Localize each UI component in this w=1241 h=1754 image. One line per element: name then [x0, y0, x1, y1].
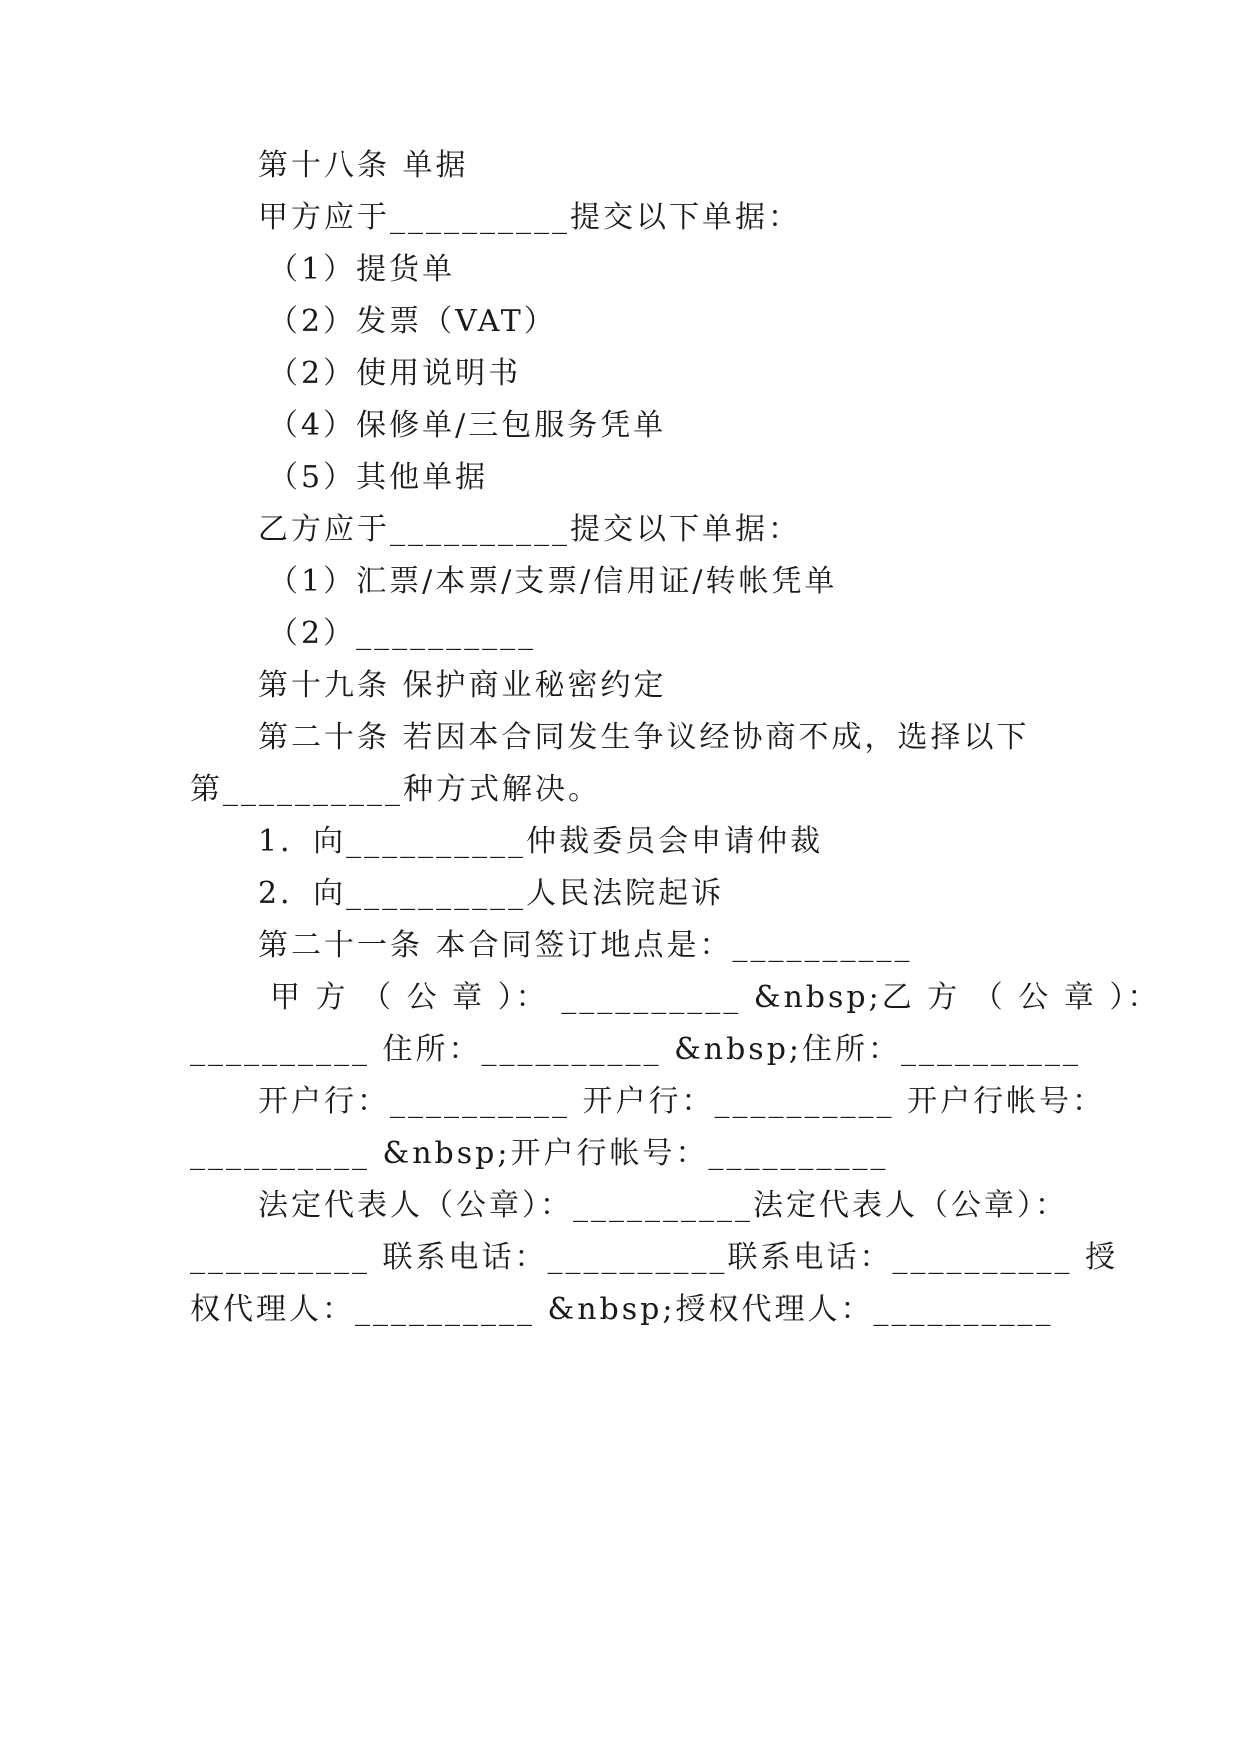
- list-item: （1）提货单: [268, 252, 456, 287]
- signature-block-line: 甲 方 （ 公 章 ）： __________ &nbsp;乙 方 （ 公 章 ）：: [270, 980, 1161, 1015]
- party-b-documents-line: 乙方应于__________提交以下单据：: [258, 512, 801, 547]
- list-item: （4）保修单/三包服务凭单: [268, 408, 667, 443]
- list-item: （2）__________: [268, 616, 537, 651]
- article-18-heading: 第十八条 单据: [258, 148, 469, 183]
- signature-block-line: 权代理人：__________ &nbsp;授权代理人：__________: [190, 1292, 1054, 1327]
- article-19-heading: 第十九条 保护商业秘密约定: [258, 668, 667, 703]
- signature-block-line: __________ 住所：__________ &nbsp;住所：__________: [190, 1032, 1082, 1067]
- article-21-signing-place: 第二十一条 本合同签订地点是：__________: [258, 928, 913, 963]
- list-item: （2）发票（VAT）: [268, 304, 557, 339]
- article-20-continuation: 第__________种方式解决。: [190, 772, 601, 807]
- list-item: （5）其他单据: [268, 460, 489, 495]
- signature-block-line: 法定代表人（公章）：__________法定代表人（公章）：: [258, 1188, 1068, 1223]
- list-item: （2）使用说明书: [268, 356, 522, 391]
- article-20-paragraph: 第二十条 若因本合同发生争议经协商不成，选择以下: [258, 720, 1030, 755]
- signature-block-line: __________ 联系电话：__________联系电话：__________ 授: [190, 1240, 1119, 1275]
- party-a-documents-line: 甲方应于__________提交以下单据：: [258, 200, 801, 235]
- dispute-option-arbitration: 1．向__________仲裁委员会申请仲裁: [258, 824, 824, 859]
- signature-block-line: __________ &nbsp;开户行帐号：__________: [190, 1136, 889, 1171]
- signature-block-line: 开户行：__________ 开户行：__________ 开户行帐号：: [258, 1084, 1106, 1119]
- list-item: （1）汇票/本票/支票/信用证/转帐凭单: [268, 564, 838, 599]
- dispute-option-court: 2．向__________人民法院起诉: [258, 876, 725, 911]
